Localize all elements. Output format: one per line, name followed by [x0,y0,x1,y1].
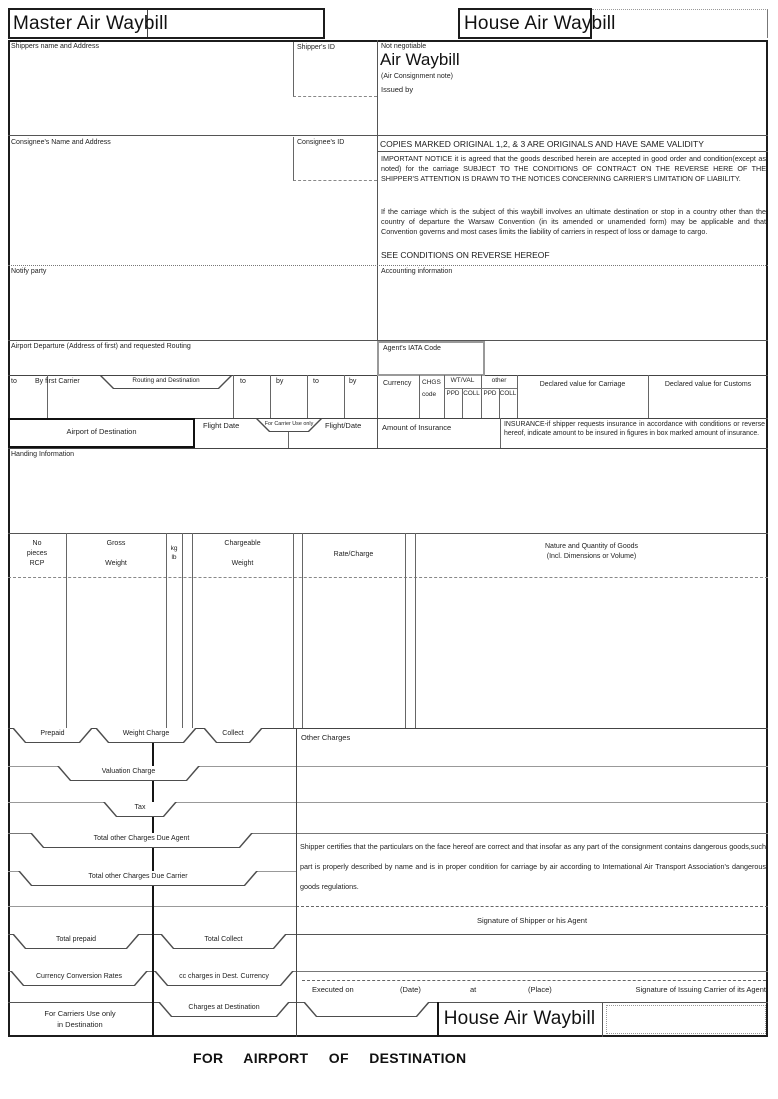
for-carriers-use-line1: For Carriers Use only [44,1009,116,1018]
due-carrier-banner [18,871,258,886]
house-title-extension [592,9,768,38]
signature-issuing-carrier-label: Signature of Issuing Carrier of its Agent [635,985,766,994]
chgs-code-label: code [422,391,437,398]
routing-and-destination-banner [100,376,232,389]
goods-col-chargeable: Chargeable [224,540,261,547]
signature-of-shipper-label: Signature of Shipper or his Agent [476,916,588,925]
agent-iata-code-label: Agent's IATA Code [383,345,441,352]
by-first-carrier-label: By first Carrier [35,378,80,385]
issued-by-label: Issued by [381,85,414,94]
wtval-coll-label: COLL [463,390,480,397]
goods-col-gross-weight: Weight [105,560,127,567]
due-carrier-label: Total other Charges Due Carrier [88,873,188,880]
due-agent-label: Total other Charges Due Agent [93,835,190,842]
for-carrier-use-banner [256,419,322,432]
total-prepaid-label: Total prepaid [55,936,97,943]
goods-col-pieces: pieces [26,550,48,557]
for-carrier-use-label: For Carrier Use only [264,421,314,427]
cc-charges-banner [154,971,294,986]
goods-col-no: No [32,540,42,547]
consignee-name-label: Consignee's Name and Address [11,139,111,146]
other-charges-label: Other Charges [301,733,351,742]
not-negotiable-label: Not negotiable [381,43,427,50]
chgs-label: CHGS [422,379,441,386]
goods-col-nature-line2: (Incl. Dimensions or Volume) [546,553,637,560]
flight-date2-label: Flight/Date [325,421,362,430]
goods-col-nature-line1: Nature and Quantity of Goods [545,543,638,550]
valuation-charge-label: Valuation Charge [101,768,156,775]
other-coll-label: COLL [499,390,517,397]
wtval-ppd-label: PPD [446,390,460,397]
goods-col-gross: Gross [106,540,126,547]
routing-by2-label: by [276,378,284,385]
wtval-label: WT/VAL [450,377,475,384]
warsaw-convention-paragraph: If the carriage which is the subject of this waybill involves an ultimate destination or stop in a country other than the country of departure the Warsaw Convention (in its amended or unamended form) may be applicable and that Convention governs and most cases limits the liability of carriers in respect of loss or damage to cargo. [381,207,766,237]
declared-value-carriage-label: Declared value for Carriage [539,381,626,388]
goods-col-rcp: RCP [29,560,45,567]
other-label: other [491,377,507,384]
goods-col-rate-charge: Rate/Charge [333,551,374,558]
declared-value-customs-label: Declared value for Customs [664,381,752,388]
for-carriers-use-line2: in Destination [57,1020,103,1029]
airport-of-destination-label: Airport of Destination [66,427,137,436]
other-ppd-label: PPD [483,390,497,397]
executed-place-label: (Place) [528,985,552,994]
shipper-name-label: Shippers name and Address [11,43,99,50]
notify-party-label: Notify party [11,268,47,275]
consignee-id-label: Consignee's ID [297,139,345,146]
air-waybill-heading: Air Waybill [380,50,460,69]
currency-conversion-label: Currency Conversion Rates [36,973,122,980]
charges-at-destination-banner [158,1002,290,1017]
flight-date-label: Flight Date [203,421,240,430]
total-collect-banner [160,934,287,949]
copies-notice: COPIES MARKED ORIGINAL 1,2, & 3 ARE ORIGINALS AND HAVE SAME VALIDITY [380,139,704,149]
airport-departure-label: Airport Departure (Address of first) and requested Routing [11,343,191,350]
collect-label: Collect [222,730,244,737]
cc-charges-label: cc charges in Dest. Currency [179,973,269,980]
total-prepaid-banner [12,934,140,949]
see-conditions-label: SEE CONDITIONS ON REVERSE HEREOF [381,250,550,260]
executed-at-label: at [470,985,477,994]
routing-and-destination-label: Routing and Destination [132,377,200,384]
shipper-certification-text: Shipper certifies that the particulars on the face hereof are correct and that insofar as any part of the consignment contains dangerous goods,such part is properly described by name and is in proper condition for carriage by air according to International Air Transport Association's dangerous goods regulations. [300,842,766,891]
amount-of-insurance-label: Amount of Insurance [382,423,452,432]
prepaid-banner [12,728,93,743]
routing-by3-label: by [349,378,357,385]
execution-signature-banner-empty [303,1002,430,1017]
routing-to1-label: to [11,378,17,385]
goods-col-kg: kg [170,545,178,552]
prepaid-label: Prepaid [40,730,65,737]
weight-charge-banner [95,728,197,743]
executed-date-label: (Date) [400,985,421,994]
currency-conversion-banner [10,971,148,986]
goods-col-lb: lb [171,554,177,561]
house-airwaybill-bottom-title: House Air Waybill [443,1008,596,1029]
routing-to2-label: to [240,378,246,385]
collect-banner [203,728,263,743]
goods-col-chargeable-weight: Weight [231,560,254,567]
charges-at-destination-label: Charges at Destination [188,1004,260,1011]
valuation-charge-banner [57,766,200,781]
handling-information-label: Handing Information [11,451,75,458]
currency-label: Currency [383,380,412,387]
accounting-information-label: Accounting information [381,268,453,275]
for-airport-of-destination-footer: FOR AIRPORT OF DESTINATION [193,1050,467,1066]
charges-right-divider [296,728,297,1037]
weight-charge-label: Weight Charge [122,730,170,737]
air-consignment-note-label: (Air Consignment note) [381,73,453,80]
master-airwaybill-title-box [8,8,325,39]
routing-to3-label: to [313,378,319,385]
insurance-note: INSURANCE-if shipper requests insurance in accordance with conditions or reverse hereof, indicate amount to be insured in figures in box marked amount of insurance. [504,421,765,438]
master-airwaybill-title: Master Air Waybill [13,13,168,34]
issuing-signature-dotted-box [606,1005,766,1034]
total-collect-label: Total Collect [204,936,243,943]
important-notice-paragraph: IMPORTANT NOTICE it is agreed that the goods described herein are accepted in good order and condition(except as noted) for the carriage SUBJECT TO THE CONDITIONS OF CONTRACT ON THE REVERSE HERE OF THE SHIPPER'S ATTENTION IS DRAWN TO THE NOTICES CONCERNING CARRIER'S LIMITATION OF LIABILITY. [381,154,766,184]
tax-label: Tax [134,804,146,811]
tax-banner [103,802,177,817]
executed-on-label: Executed on [312,985,354,994]
house-airwaybill-title-box [458,8,616,39]
main-vertical-divider [377,40,378,448]
due-agent-banner [30,833,253,848]
shipper-id-label: Shipper's ID [297,44,335,51]
house-airwaybill-title: House Air Waybill [464,13,616,34]
